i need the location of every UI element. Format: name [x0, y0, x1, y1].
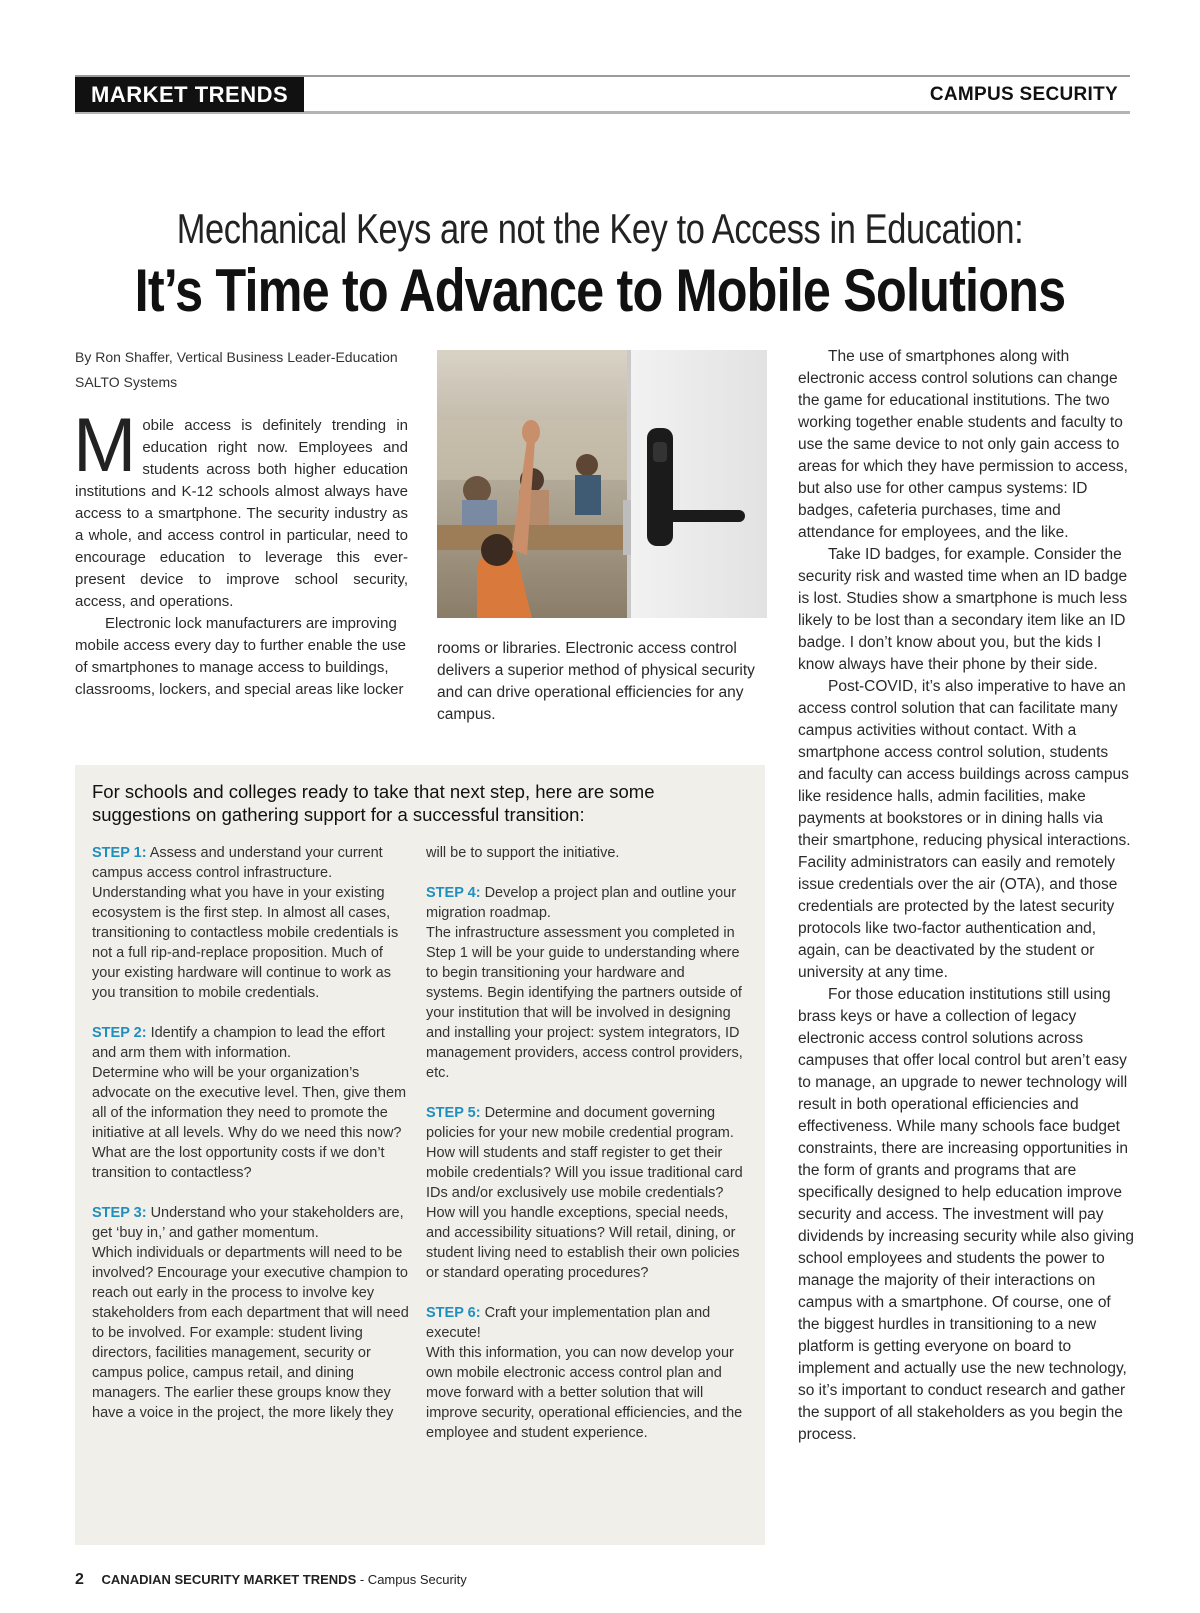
byline-author: By Ron Shaffer, Vertical Business Leader-Education — [75, 349, 398, 365]
lead-text: obile access is definitely trending in education right now. Employees and students across both higher education institutions and K-12 schools almost always have access to a smartphone. The security industry as a whole, and access control in particular, need to encourage education to leverage this ever-present device to improve school security, access, and operations. — [75, 417, 408, 610]
step-1-body: Understanding what you have in your existing ecosystem is the first step. In almost all cases, transitioning to contactless mobile credentials is not a full rip-and-replace proposition. Much of your existing hardware will continue to work as you transition to mobile credentials. — [92, 885, 399, 1001]
step-5-title: Determine and document governing policies for your new mobile credential program. — [426, 1105, 734, 1141]
sidebar-column-left — [92, 843, 410, 1443]
step-3-title: Understand who your stakeholders are, get ‘buy in,’ and gather momentum. — [92, 1205, 404, 1241]
step-3-body: Which individuals or departments will need to be involved? Encourage your executive champion to reach out early in the process to involve key stakeholders from each department that will need to be involved. For example: student living directors, facilities management, security or campus police, campus retail, and dining managers. The earlier these groups know they have a voice in the project, the more likely they — [92, 1245, 409, 1421]
paragraph-2-part-2: rooms or libraries. Electronic access control delivers a superior method of physical security and can drive operational efficiencies for any campus. — [437, 640, 755, 723]
step-2-title: Identify a champion to lead the effort and arm them with information. — [92, 1025, 385, 1061]
footer-section: - Campus Security — [356, 1572, 467, 1587]
step-2-label: STEP 2: — [92, 1025, 147, 1041]
lead-paragraph — [73, 403, 408, 613]
step-4 — [426, 883, 744, 1083]
step-4-body: The infrastructure assessment you completed in Step 1 will be your guide to understanding where to begin transitioning your hardware and systems. Begin identifying the partners outside of your institution that will be involved in designing and installing your project: system integrators, ID management providers, access control providers, etc. — [426, 925, 743, 1081]
step-4-title: Develop a project plan and outline your migration roadmap. — [426, 885, 737, 921]
paragraph-2-part-1: Electronic lock manufacturers are improving mobile access every day to further enable the use of smartphones to manage access to buildings, classrooms, lockers, and special areas like locker — [75, 615, 407, 698]
col3-paragraph-1: The use of smartphones along with electronic access control solutions can change the game for educational institutions. The two working together enable students and faculty to use the same device to not only gain access to areas for which they have permission to access, but also use for other campus systems: ID badges, cafeteria purchases, time and attendance for employees, and the like. — [798, 348, 1128, 541]
step-6-title: Craft your implementation plan and execute! — [426, 1305, 711, 1341]
page-footer — [75, 1571, 467, 1589]
section-tag: MARKET TRENDS — [75, 77, 304, 112]
col3-paragraph-4: For those education institutions still using brass keys or have a collection of legacy electronic access control solutions across campuses that offer local control but aren’t easy to manage, an upgrade to newer technology will result in both operational efficiencies and effectiveness. While many schools face budget constraints, there are increasing opportunities in the form of grants and programs that are specifically designed to help education improve security and access. The investment will pay dividends by increasing security while also giving school employees and students the power to manage the majority of their interactions on campus with a smartphone. Of course, one of the biggest hurdles in transitioning to a new platform is getting everyone on board to implement and actually use the new technology, so it’s important to conduct research and gather the support of all stakeholders as you begin the process. — [798, 986, 1135, 1443]
byline — [75, 345, 415, 395]
page-number: 2 — [75, 1571, 84, 1588]
step-6-body: With this information, you can now develop your own mobile electronic access control plan and move forward with a better solution that will improve security, operational efficiencies, and the employee and student experience. — [426, 1345, 743, 1441]
step-5 — [426, 1103, 744, 1283]
col3-paragraph-3: Post-COVID, it’s also imperative to have an access control solution that can facilitate many campus activities without contact. With a smartphone access control solution, students and faculty can access buildings across campus like residence halls, admin facilities, make payments at bookstores or in dining halls via their smartphone, reducing physical interactions. Facility administrators can easily and remotely issue credentials over the air (OTA), and those credentials are protected by the latest security protocols like two-factor authentication and, again, can be deactivated by the student or university at any time. — [798, 678, 1131, 981]
sidebar-intro: For schools and colleges ready to take that next step, here are some suggestions on gathering support for a successful transition: — [92, 781, 655, 825]
col3-paragraph-2: Take ID badges, for example. Consider the security risk and wasted time when an ID badge is lost. Studies show a smartphone is much less likely to be lost than a secondary item like an ID badge. I don’t know about you, but the kids I know always have their phone by their side. — [798, 546, 1128, 673]
step-2-body: Determine who will be your organization’s advocate on the executive level. Then, give them all of the information they need to promote the initiative at all levels. Why do we need this now? What are the lost opportunity costs if we don’t transition to contactless? — [92, 1065, 407, 1181]
publication-name: CANADIAN SECURITY MARKET TRENDS — [101, 1572, 357, 1587]
article-column-3 — [798, 346, 1134, 1446]
step-1-title: Assess and understand your current campus access control infrastructure. — [92, 845, 383, 881]
step-6-label: STEP 6: — [426, 1305, 481, 1321]
step-5-body: How will students and staff register to get their mobile credentials? Will you issue traditional card IDs and/or exclusively use mobile credentials? How will you handle exceptions, special needs, and accessibility situations? Will retail, dining, or student living need to establish their own policies or standard operating procedures? — [426, 1145, 743, 1281]
step-5-label: STEP 5: — [426, 1105, 481, 1121]
article-kicker: Mechanical Keys are not the Key to Access in Education: — [176, 205, 1024, 252]
article-column-1 — [73, 403, 408, 701]
step-3-label: STEP 3: — [92, 1205, 147, 1221]
article-column-2 — [437, 638, 767, 726]
step-3-continued: will be to support the initiative. — [426, 845, 620, 861]
byline-company: SALTO Systems — [75, 374, 178, 390]
sidebar-column-right — [426, 843, 744, 1463]
step-2 — [92, 1023, 410, 1183]
step-1-label: STEP 1: — [92, 845, 147, 861]
step-4-label: STEP 4: — [426, 885, 481, 901]
step-1 — [92, 843, 410, 1003]
classroom-door-lock-photo — [437, 350, 767, 618]
article-headline: It’s Time to Advance to Mobile Solutions — [134, 257, 1066, 324]
section-label: CAMPUS SECURITY — [929, 84, 1118, 105]
step-3 — [92, 1203, 410, 1423]
step-6 — [426, 1303, 744, 1443]
drop-cap: M — [73, 403, 137, 488]
